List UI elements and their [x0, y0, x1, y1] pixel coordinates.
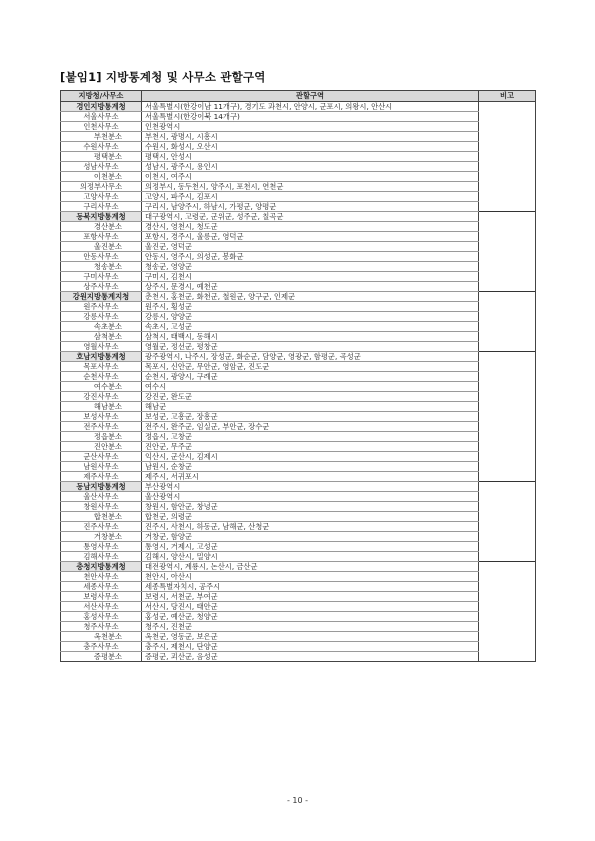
- jurisdiction-area-cell: 부천시, 광명시, 시흥시: [142, 132, 479, 142]
- table-row: [61, 352, 536, 362]
- regional-office-cell: 충청지방통계청: [61, 562, 142, 572]
- note-cell: [479, 202, 536, 212]
- table-row: [61, 362, 536, 372]
- jurisdiction-area-cell: 광주광역시, 나주시, 장성군, 화순군, 담양군, 영광군, 함평군, 곡성군: [142, 352, 479, 362]
- office-cell: 제주사무소: [61, 472, 142, 482]
- office-cell: 고양사무소: [61, 192, 142, 202]
- table-row: [61, 182, 536, 192]
- table-row: [61, 562, 536, 572]
- branch-office-cell: 부천분소: [61, 132, 142, 142]
- jurisdiction-area-cell: 대구광역시, 고령군, 군위군, 성주군, 칠곡군: [142, 212, 479, 222]
- note-cell: [479, 352, 536, 362]
- jurisdiction-area-cell: 의정부시, 동두천시, 양주시, 포천시, 연천군: [142, 182, 479, 192]
- table-row: [61, 422, 536, 432]
- branch-office-cell: 평택분소: [61, 152, 142, 162]
- office-cell: 김해사무소: [61, 552, 142, 562]
- table-row: [61, 202, 536, 212]
- jurisdiction-area-cell: 진안군, 무주군: [142, 442, 479, 452]
- jurisdiction-area-cell: 평택시, 안성시: [142, 152, 479, 162]
- note-cell: [479, 132, 536, 142]
- jurisdiction-area-cell: 증평군, 괴산군, 음성군: [142, 652, 479, 662]
- note-cell: [479, 492, 536, 502]
- table-row: [61, 392, 536, 402]
- regional-office-cell: 경인지방통계청: [61, 102, 142, 112]
- branch-office-cell: 진안분소: [61, 442, 142, 452]
- jurisdiction-area-cell: 진주시, 사천시, 하동군, 남해군, 산청군: [142, 522, 479, 532]
- jurisdiction-area-cell: 해남군: [142, 402, 479, 412]
- table-row: [61, 252, 536, 262]
- office-cell: 보성사무소: [61, 412, 142, 422]
- jurisdiction-area-cell: 세종특별자치시, 공주시: [142, 582, 479, 592]
- jurisdiction-area-cell: 제주시, 서귀포시: [142, 472, 479, 482]
- table-row: [61, 342, 536, 352]
- branch-office-cell: 정읍분소: [61, 432, 142, 442]
- table-row: [61, 632, 536, 642]
- jurisdiction-area-cell: 여수시: [142, 382, 479, 392]
- note-cell: [479, 572, 536, 582]
- table-row: [61, 652, 536, 662]
- office-cell: 영월사무소: [61, 342, 142, 352]
- jurisdiction-area-cell: 충주시, 제천시, 단양군: [142, 642, 479, 652]
- jurisdiction-area-cell: 부산광역시: [142, 482, 479, 492]
- page-number: - 10 -: [286, 796, 309, 805]
- table-row: [61, 502, 536, 512]
- table-row: [61, 582, 536, 592]
- note-cell: [479, 362, 536, 372]
- table-row: [61, 122, 536, 132]
- office-cell: 보령사무소: [61, 592, 142, 602]
- table-row: [61, 522, 536, 532]
- branch-office-cell: 옥천분소: [61, 632, 142, 642]
- note-cell: [479, 552, 536, 562]
- jurisdiction-area-cell: 구미시, 김천시: [142, 272, 479, 282]
- note-cell: [479, 292, 536, 302]
- table-body: [61, 102, 536, 662]
- jurisdiction-area-cell: 익산시, 군산시, 김제시: [142, 452, 479, 462]
- office-cell: 군산사무소: [61, 452, 142, 462]
- note-cell: [479, 212, 536, 222]
- branch-office-cell: 삼척분소: [61, 332, 142, 342]
- jurisdiction-area-cell: 춘천시, 홍천군, 화천군, 철원군, 양구군, 인제군: [142, 292, 479, 302]
- table-row: [61, 542, 536, 552]
- jurisdiction-area-cell: 영월군, 정선군, 평창군: [142, 342, 479, 352]
- office-cell: 통영사무소: [61, 542, 142, 552]
- table-row: [61, 222, 536, 232]
- office-cell: 남원사무소: [61, 462, 142, 472]
- table-row: [61, 152, 536, 162]
- table-row: [61, 382, 536, 392]
- note-cell: [479, 112, 536, 122]
- table-row: [61, 622, 536, 632]
- branch-office-cell: 울진분소: [61, 242, 142, 252]
- office-cell: 성남사무소: [61, 162, 142, 172]
- jurisdiction-area-cell: 상주시, 문경시, 예천군: [142, 282, 479, 292]
- branch-office-cell: 경산분소: [61, 222, 142, 232]
- jurisdiction-area-cell: 수원시, 화성시, 오산시: [142, 142, 479, 152]
- note-cell: [479, 432, 536, 442]
- office-cell: 전주사무소: [61, 422, 142, 432]
- jurisdiction-area-cell: 구리시, 남양주시, 하남시, 가평군, 양평군: [142, 202, 479, 212]
- office-cell: 홍성사무소: [61, 612, 142, 622]
- note-cell: [479, 472, 536, 482]
- table-row: [61, 292, 536, 302]
- table-row: [61, 572, 536, 582]
- jurisdiction-area-cell: 옥천군, 영동군, 보은군: [142, 632, 479, 642]
- note-cell: [479, 622, 536, 632]
- table-row: [61, 262, 536, 272]
- jurisdiction-area-cell: 포항시, 경주시, 울릉군, 영덕군: [142, 232, 479, 242]
- regional-office-cell: 강원지방통계지청: [61, 292, 142, 302]
- note-cell: [479, 332, 536, 342]
- branch-office-cell: 청송분소: [61, 262, 142, 272]
- office-cell: 세종사무소: [61, 582, 142, 592]
- note-cell: [479, 142, 536, 152]
- table-row: [61, 312, 536, 322]
- jurisdiction-area-cell: 삼척시, 태백시, 동해시: [142, 332, 479, 342]
- branch-office-cell: 속초분소: [61, 322, 142, 332]
- jurisdiction-area-cell: 서울특별시(한강이북 14개구): [142, 112, 479, 122]
- table-row: [61, 142, 536, 152]
- note-cell: [479, 482, 536, 492]
- note-cell: [479, 122, 536, 132]
- jurisdiction-area-cell: 성남시, 광주시, 용인시: [142, 162, 479, 172]
- jurisdiction-area-cell: 남원시, 순창군: [142, 462, 479, 472]
- note-cell: [479, 282, 536, 292]
- jurisdiction-area-cell: 강릉시, 양양군: [142, 312, 479, 322]
- note-cell: [479, 652, 536, 662]
- header-office: 지방청/사무소: [61, 91, 142, 102]
- office-cell: 상주사무소: [61, 282, 142, 292]
- note-cell: [479, 182, 536, 192]
- note-cell: [479, 372, 536, 382]
- jurisdiction-area-cell: 안동시, 영주시, 의성군, 봉화군: [142, 252, 479, 262]
- jurisdiction-area-cell: 이천시, 여주시: [142, 172, 479, 182]
- table-row: [61, 462, 536, 472]
- note-cell: [479, 502, 536, 512]
- note-cell: [479, 632, 536, 642]
- note-cell: [479, 222, 536, 232]
- note-cell: [479, 342, 536, 352]
- jurisdiction-table-container: [60, 90, 535, 662]
- branch-office-cell: 합천분소: [61, 512, 142, 522]
- table-row: [61, 272, 536, 282]
- table-row: [61, 112, 536, 122]
- office-cell: 강릉사무소: [61, 312, 142, 322]
- table-row: [61, 642, 536, 652]
- note-cell: [479, 172, 536, 182]
- branch-office-cell: 증평분소: [61, 652, 142, 662]
- note-cell: [479, 192, 536, 202]
- table-row: [61, 512, 536, 522]
- office-cell: 진주사무소: [61, 522, 142, 532]
- table-row: [61, 232, 536, 242]
- note-cell: [479, 462, 536, 472]
- note-cell: [479, 152, 536, 162]
- table-row: [61, 412, 536, 422]
- branch-office-cell: 이천분소: [61, 172, 142, 182]
- note-cell: [479, 242, 536, 252]
- note-cell: [479, 592, 536, 602]
- note-cell: [479, 582, 536, 592]
- table-row: [61, 552, 536, 562]
- table-row: [61, 442, 536, 452]
- office-cell: 수원사무소: [61, 142, 142, 152]
- jurisdiction-area-cell: 순천시, 광양시, 구례군: [142, 372, 479, 382]
- note-cell: [479, 102, 536, 112]
- note-cell: [479, 312, 536, 322]
- table-row: [61, 102, 536, 112]
- office-cell: 청주사무소: [61, 622, 142, 632]
- jurisdiction-area-cell: 보성군, 고흥군, 장흥군: [142, 412, 479, 422]
- table-row: [61, 612, 536, 622]
- note-cell: [479, 542, 536, 552]
- branch-office-cell: 해남분소: [61, 402, 142, 412]
- jurisdiction-area-cell: 정읍시, 고창군: [142, 432, 479, 442]
- jurisdiction-area-cell: 속초시, 고성군: [142, 322, 479, 332]
- office-cell: 원주사무소: [61, 302, 142, 312]
- office-cell: 인천사무소: [61, 122, 142, 132]
- office-cell: 목포사무소: [61, 362, 142, 372]
- office-cell: 천안사무소: [61, 572, 142, 582]
- jurisdiction-area-cell: 합천군, 의령군: [142, 512, 479, 522]
- note-cell: [479, 232, 536, 242]
- header-area: 관할구역: [142, 91, 479, 102]
- table-row: [61, 172, 536, 182]
- note-cell: [479, 512, 536, 522]
- table-row: [61, 432, 536, 442]
- jurisdiction-area-cell: 인천광역시: [142, 122, 479, 132]
- office-cell: 강진사무소: [61, 392, 142, 402]
- table-row: [61, 192, 536, 202]
- note-cell: [479, 522, 536, 532]
- table-row: [61, 472, 536, 482]
- note-cell: [479, 642, 536, 652]
- note-cell: [479, 322, 536, 332]
- office-cell: 서산사무소: [61, 602, 142, 612]
- office-cell: 충주사무소: [61, 642, 142, 652]
- table-row: [61, 162, 536, 172]
- note-cell: [479, 602, 536, 612]
- jurisdiction-area-cell: 서산시, 당진시, 태안군: [142, 602, 479, 612]
- table-row: [61, 372, 536, 382]
- jurisdiction-area-cell: 경산시, 영천시, 청도군: [142, 222, 479, 232]
- table-row: [61, 302, 536, 312]
- jurisdiction-area-cell: 원주시, 횡성군: [142, 302, 479, 312]
- office-cell: 구리사무소: [61, 202, 142, 212]
- note-cell: [479, 262, 536, 272]
- jurisdiction-area-cell: 천안시, 아산시: [142, 572, 479, 582]
- jurisdiction-area-cell: 전주시, 완주군, 임실군, 부안군, 장수군: [142, 422, 479, 432]
- office-cell: 포항사무소: [61, 232, 142, 242]
- note-cell: [479, 452, 536, 462]
- table-row: [61, 282, 536, 292]
- document-title: [붙임1] 지방통계청 및 사무소 관할구역: [60, 70, 266, 84]
- branch-office-cell: 여수분소: [61, 382, 142, 392]
- jurisdiction-area-cell: 거창군, 함양군: [142, 532, 479, 542]
- note-cell: [479, 272, 536, 282]
- jurisdiction-area-cell: 청송군, 영양군: [142, 262, 479, 272]
- branch-office-cell: 거창분소: [61, 532, 142, 542]
- note-cell: [479, 252, 536, 262]
- jurisdiction-table: [60, 90, 536, 662]
- note-cell: [479, 442, 536, 452]
- regional-office-cell: 동북지방통계청: [61, 212, 142, 222]
- table-header-row: [61, 91, 536, 102]
- jurisdiction-area-cell: 청주시, 진천군: [142, 622, 479, 632]
- jurisdiction-area-cell: 보령시, 서천군, 부여군: [142, 592, 479, 602]
- note-cell: [479, 562, 536, 572]
- table-row: [61, 592, 536, 602]
- office-cell: 의정부사무소: [61, 182, 142, 192]
- table-row: [61, 602, 536, 612]
- jurisdiction-area-cell: 울산광역시: [142, 492, 479, 502]
- table-row: [61, 322, 536, 332]
- office-cell: 서울사무소: [61, 112, 142, 122]
- table-row: [61, 482, 536, 492]
- note-cell: [479, 302, 536, 312]
- jurisdiction-area-cell: 강진군, 완도군: [142, 392, 479, 402]
- note-cell: [479, 382, 536, 392]
- note-cell: [479, 392, 536, 402]
- note-cell: [479, 532, 536, 542]
- table-row: [61, 452, 536, 462]
- jurisdiction-area-cell: 대전광역시, 계룡시, 논산시, 금산군: [142, 562, 479, 572]
- note-cell: [479, 412, 536, 422]
- table-row: [61, 132, 536, 142]
- jurisdiction-area-cell: 울진군, 영덕군: [142, 242, 479, 252]
- office-cell: 창원사무소: [61, 502, 142, 512]
- table-row: [61, 242, 536, 252]
- office-cell: 안동사무소: [61, 252, 142, 262]
- office-cell: 구미사무소: [61, 272, 142, 282]
- note-cell: [479, 402, 536, 412]
- jurisdiction-area-cell: 창원시, 함안군, 창녕군: [142, 502, 479, 512]
- jurisdiction-area-cell: 목포시, 신안군, 무안군, 영암군, 진도군: [142, 362, 479, 372]
- table-row: [61, 402, 536, 412]
- jurisdiction-area-cell: 서울특별시(한강이남 11개구), 경기도 과천시, 안양시, 군포시, 의왕시, 안산시: [142, 102, 479, 112]
- jurisdiction-area-cell: 고양시, 파주시, 김포시: [142, 192, 479, 202]
- office-cell: 순천사무소: [61, 372, 142, 382]
- note-cell: [479, 422, 536, 432]
- table-row: [61, 332, 536, 342]
- header-note: 비고: [479, 91, 536, 102]
- table-row: [61, 212, 536, 222]
- jurisdiction-area-cell: 통영시, 거제시, 고성군: [142, 542, 479, 552]
- table-row: [61, 532, 536, 542]
- jurisdiction-area-cell: 홍성군, 예산군, 청양군: [142, 612, 479, 622]
- regional-office-cell: 동남지방통계청: [61, 482, 142, 492]
- note-cell: [479, 162, 536, 172]
- note-cell: [479, 612, 536, 622]
- jurisdiction-area-cell: 김해시, 양산시, 밀양시: [142, 552, 479, 562]
- regional-office-cell: 호남지방통계청: [61, 352, 142, 362]
- office-cell: 울산사무소: [61, 492, 142, 502]
- table-row: [61, 492, 536, 502]
